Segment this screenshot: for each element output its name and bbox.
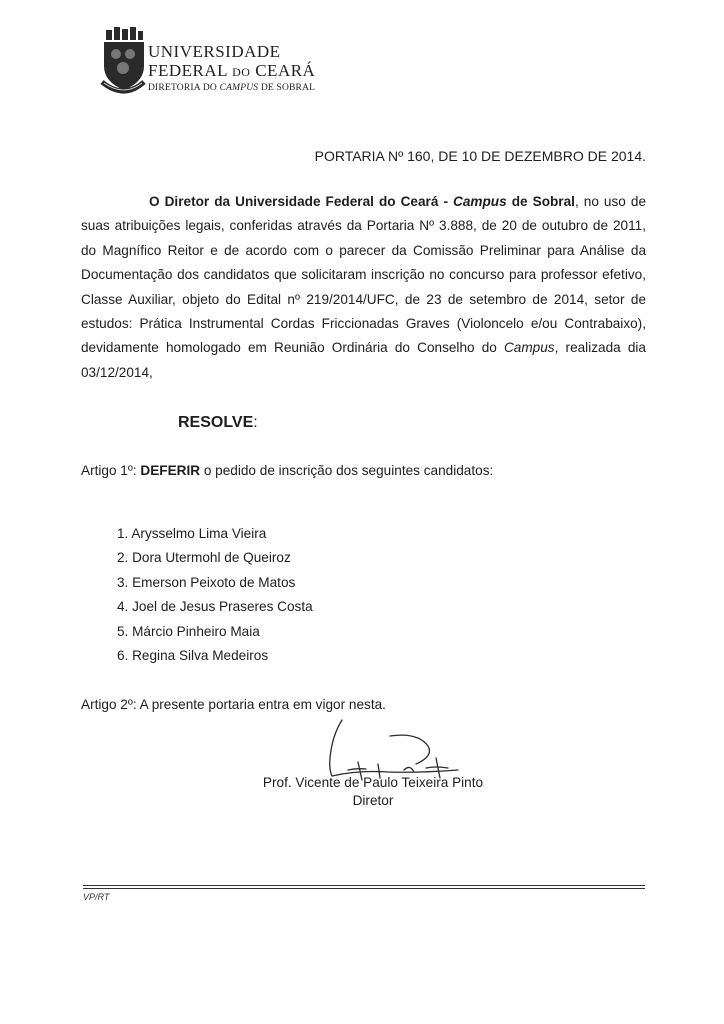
signer-name: Prof. Vicente de Paulo Teixeira Pinto [262, 775, 484, 790]
resolve-colon: : [253, 414, 258, 431]
artigo-1-text: o pedido de inscrição dos seguintes candidatos: [200, 463, 494, 478]
footer-rule [83, 885, 645, 891]
footer-rule-line-top [83, 885, 645, 886]
resolve-heading [178, 414, 258, 432]
institution-line-3-italic: CAMPUS [219, 83, 259, 93]
list-item: 2. Dora Utermohl de Queiroz [117, 550, 291, 566]
candidate-list [117, 524, 313, 670]
preamble-bold-campus: Campus [453, 194, 507, 209]
artigo-1-label: Artigo 1º: [81, 463, 141, 478]
institution-line-3-start: DIRETORIA DO [148, 83, 220, 93]
preamble-bold-intro: O Diretor da Universidade Federal do Ceará - [149, 194, 454, 209]
footer-code: VP/RT [83, 892, 110, 902]
footer-rule-line-bottom [83, 888, 645, 889]
institution-line-3 [148, 82, 315, 94]
preamble-paragraph [81, 190, 646, 385]
institution-line-2-small: DO [232, 65, 251, 79]
university-seal-icon [100, 26, 146, 98]
list-item: 5. Márcio Pinheiro Maia [117, 623, 260, 639]
institution-line-2-end: CEARÁ [250, 61, 316, 80]
list-item: 4. Joel de Jesus Praseres Costa [117, 599, 313, 615]
document-title: PORTARIA Nº 160, DE 10 DE DEZEMBRO DE 2014. [314, 148, 646, 164]
institution-line-1: UNIVERSIDADE [148, 42, 281, 61]
preamble-text-1: , no uso de suas atribuições legais, conferidas através da Portaria Nº 3.888, de 20 de outubro de 2011, do Magnífico Reitor e de acordo com o parecer da Comissão Preliminar para Análise da Documentação dos candidatos que solicitaram inscrição no concurso para professor efetivo, Classe Auxiliar, objeto do Edital nº 219/2014/UFC, de 23 de setembro de 2014, setor de estudos: Prática Instrumental Cordas Friccionadas Graves (Violoncelo e/ou Contrabaixo), devidamente homologado em Reunião Ordinária do Conselho do [81, 194, 647, 356]
institution-line-3-end: DE SOBRAL [258, 83, 316, 93]
preamble-text-2: , realizada dia 03/12/2014, [81, 340, 646, 380]
list-item: 1. Arysselmo Lima Vieira [117, 526, 267, 541]
list-item: 6. Regina Silva Medeiros [117, 647, 269, 663]
letterhead [100, 26, 420, 102]
preamble-italic-campus: Campus [503, 340, 555, 356]
preamble-bold-end: de Sobral [506, 194, 575, 209]
artigo-1 [81, 463, 493, 478]
resolve-bold: RESOLVE [178, 414, 254, 431]
institution-line-2 [148, 61, 315, 82]
institution-name [148, 42, 315, 94]
list-item: 3. Emerson Peixoto de Matos [117, 574, 296, 590]
institution-line-2-start: FEDERAL [148, 61, 233, 80]
artigo-2: Artigo 2º: A presente portaria entra em vigor nesta. [81, 697, 386, 712]
artigo-1-bold: DEFERIR [140, 463, 201, 478]
signer-role: Diretor [352, 793, 394, 808]
